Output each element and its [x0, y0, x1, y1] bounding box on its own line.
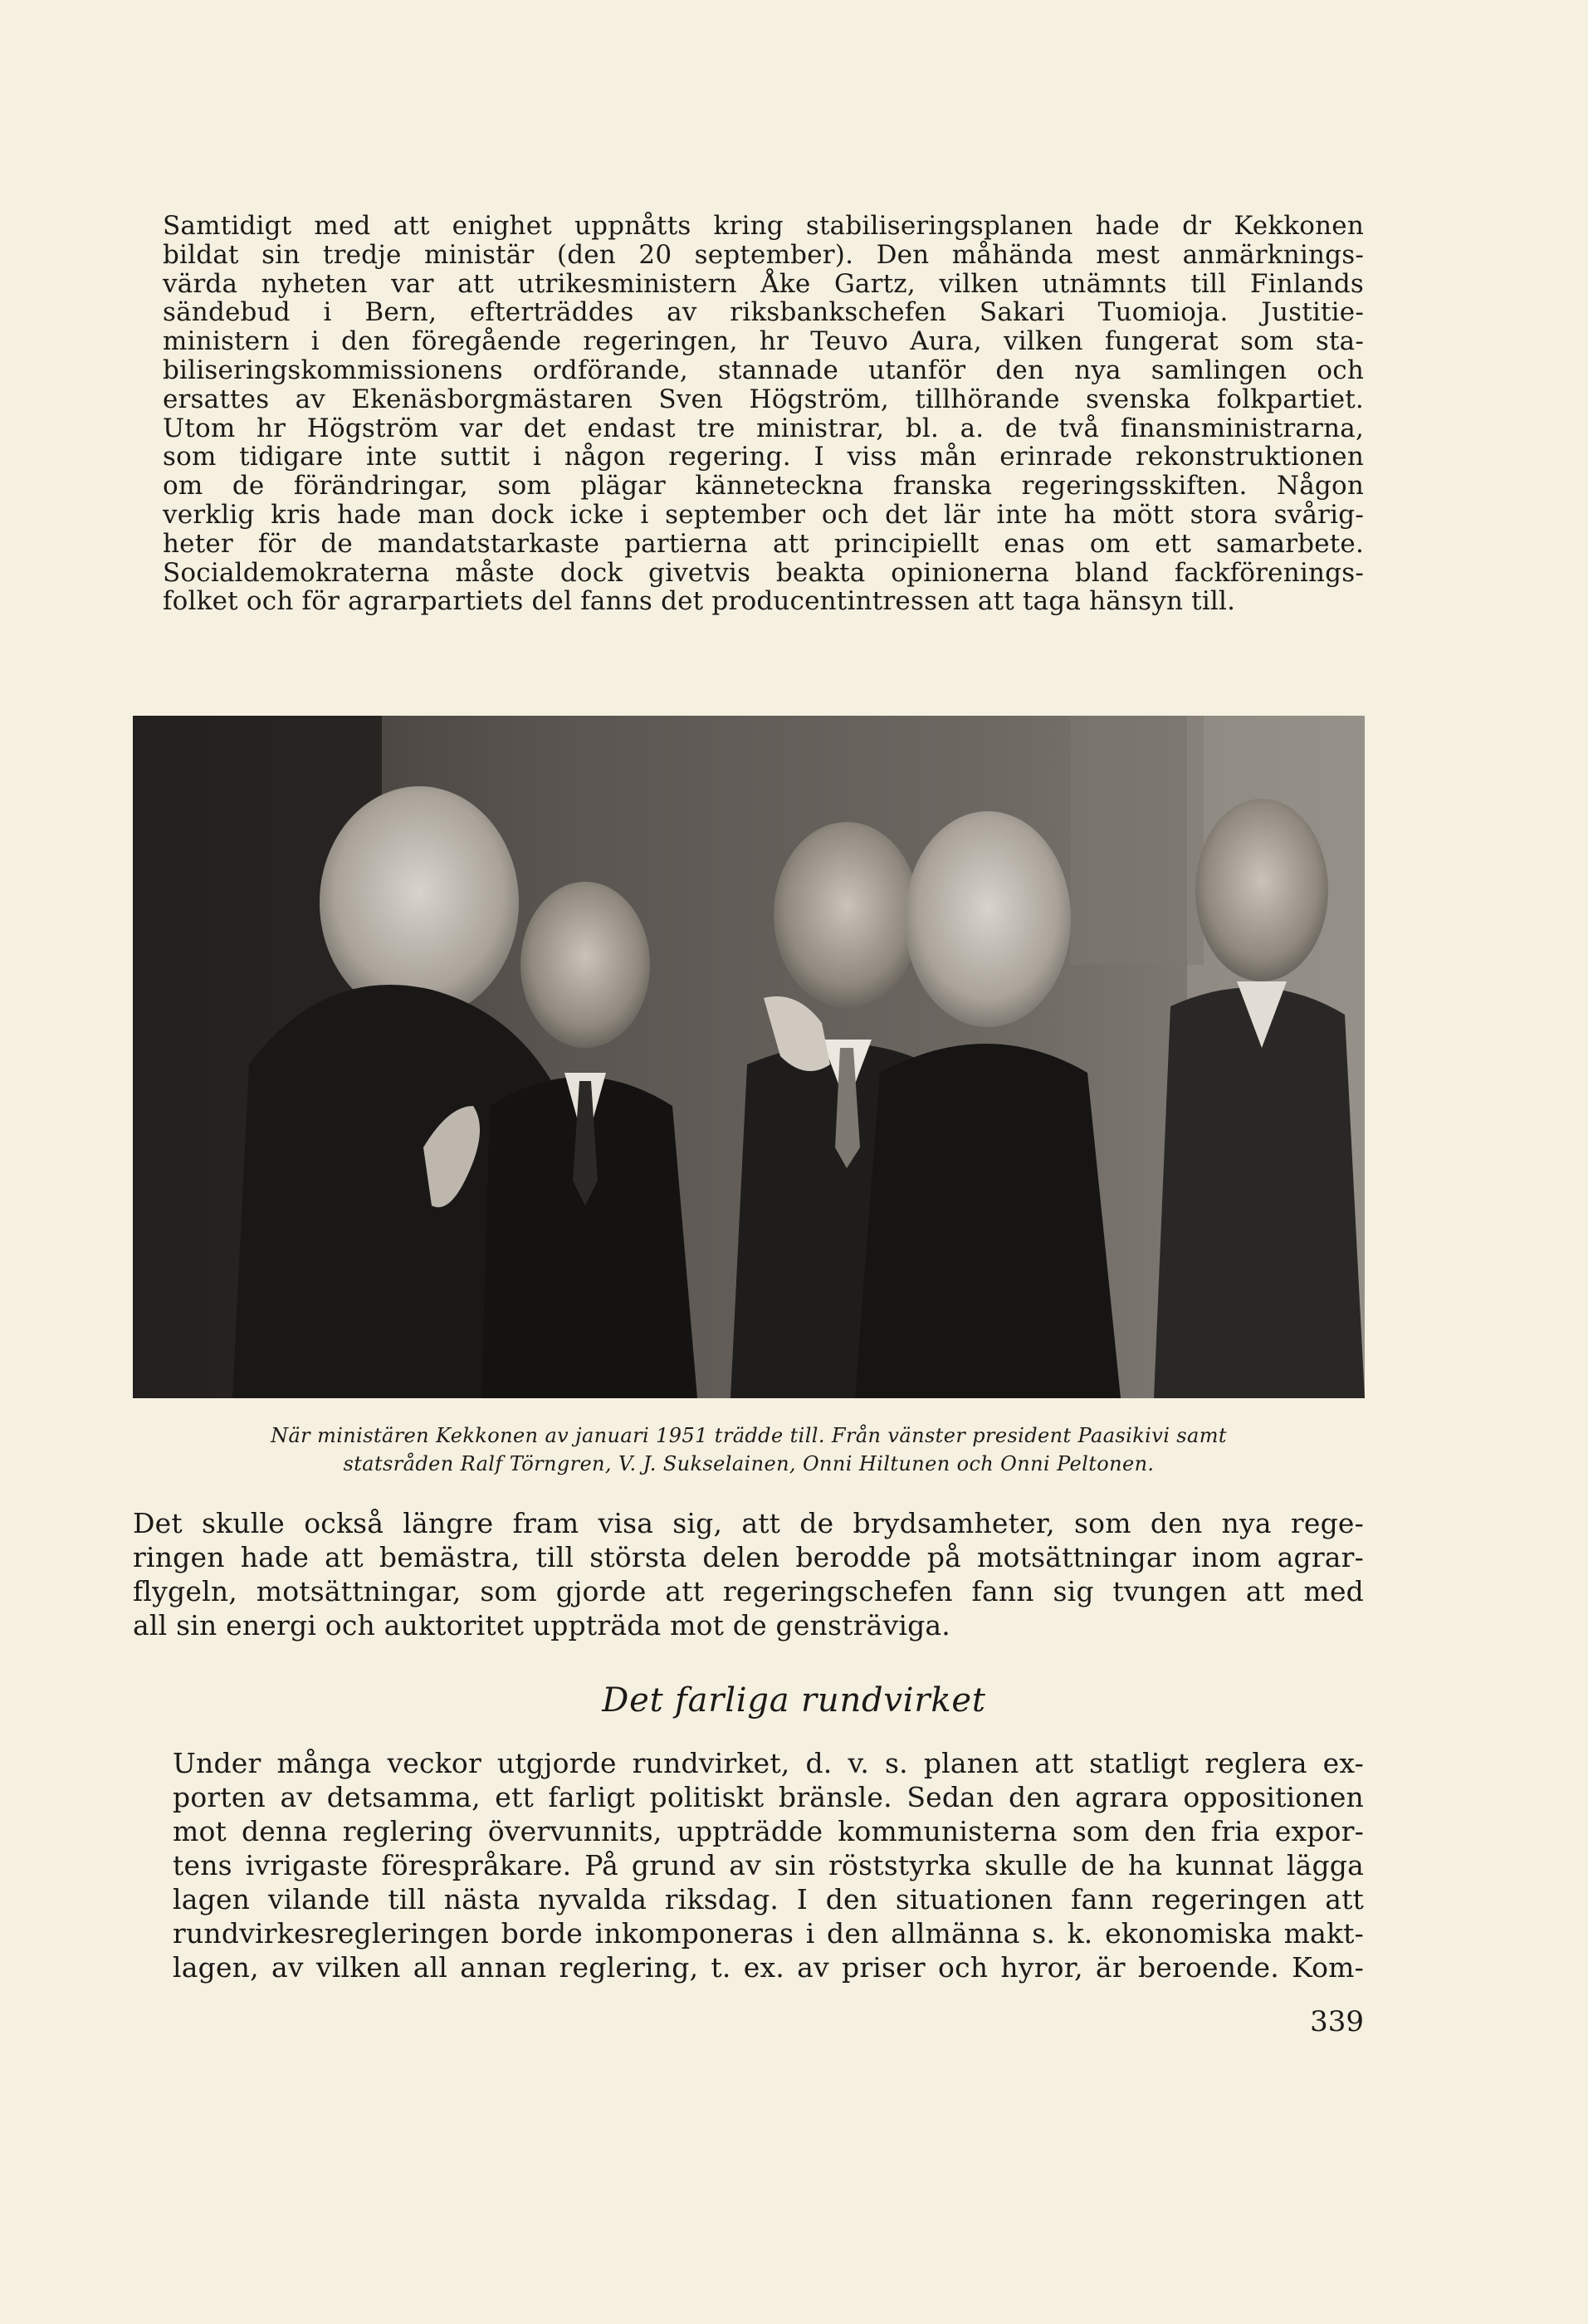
- paragraph-stabilization: [163, 212, 1364, 616]
- text-line: rundvirkesregleringen borde inkomponeras i den allmänna s. k. ekonomiska makt-: [173, 1917, 1364, 1950]
- page-number: 339: [1310, 2005, 1364, 2038]
- text-line: Under många veckor utgjorde rundvirket, d. v. s. planen att statligt reglera ex-: [173, 1747, 1364, 1779]
- text-line: verklig kris hade man dock icke i september och det lär inte ha mött stora svårig-: [163, 499, 1364, 530]
- text-line: värda nyheten var att utrikesministern Åke Gartz, vilken utnämnts till Finlands: [163, 268, 1364, 299]
- text-line: ringen hade att bemästra, till största delen berodde på motsättningar inom agrar-: [133, 1541, 1364, 1573]
- paragraph-agrarian-conflict: [133, 1506, 1364, 1642]
- text-line: folket och för agrarpartiets del fanns det producentintressen att taga hänsyn till.: [163, 586, 1236, 617]
- text-line: flygeln, motsättningar, som gjorde att regeringschefen fann sig tvungen att med: [133, 1575, 1364, 1607]
- photo-caption: [133, 1421, 1365, 1478]
- text-line: ministern i den föregående regeringen, hr Teuvo Aura, vilken fungerat som sta-: [163, 326, 1364, 357]
- photograph-ministers: [133, 716, 1365, 1398]
- text-line: lagen vilande till nästa nyvalda riksdag. I den situationen fann regeringen att: [173, 1883, 1364, 1915]
- text-line: sändebud i Bern, efterträddes av riksbankschefen Sakari Tuomioja. Justitie-: [163, 297, 1364, 328]
- text-line: bildat sin tredje ministär (den 20 september). Den måhända mest anmärknings-: [163, 239, 1364, 270]
- section-heading: Det farliga rundvirket: [602, 1681, 986, 1720]
- caption-line: statsråden Ralf Törngren, V. J. Sukselainen, Onni Hiltunen och Onni Peltonen.: [343, 1452, 1155, 1475]
- text-line: Det skulle också längre fram visa sig, att de brydsamheter, som den nya rege-: [133, 1507, 1364, 1539]
- paragraph-roundwood: [173, 1746, 1364, 1984]
- text-line: Samtidigt med att enighet uppnåtts kring stabiliseringsplanen hade dr Kekkonen: [163, 211, 1364, 241]
- text-line: Socialdemokraterna måste dock givetvis beakta opinionerna bland fackförenings-: [163, 557, 1364, 588]
- text-line: mot denna reglering övervunnits, uppträdde kommunisterna som den fria expor-: [173, 1815, 1364, 1847]
- text-line: Utom hr Högström var det endast tre ministrar, bl. a. de två finansministrarna,: [163, 413, 1364, 443]
- text-line: lagen, av vilken all annan reglering, t. ex. av priser och hyror, är beroende. Kom-: [173, 1951, 1364, 1984]
- text-line: all sin energi och auktoritet uppträda mot de gensträviga.: [133, 1609, 950, 1641]
- text-line: ersattes av Ekenäsborgmästaren Sven Högström, tillhörande svenska folkpartiet.: [163, 384, 1364, 414]
- caption-line: När ministären Kekkonen av januari 1951 trädde till. Från vänster president Paasikivi samt: [271, 1424, 1227, 1447]
- text-line: om de förändringar, som plägar känneteckna franska regeringsskiften. Någon: [163, 471, 1364, 501]
- text-line: heter för de mandatstarkaste partierna att principiellt enas om ett samarbete.: [163, 528, 1364, 559]
- text-line: som tidigare inte suttit i någon regering. I viss mån erinrade rekonstruktionen: [163, 442, 1364, 472]
- text-line: biliseringskommissionens ordförande, stannade utanför den nya samlingen och: [163, 355, 1364, 385]
- photograph-icon: [133, 716, 1365, 1398]
- text-line: porten av detsamma, ett farligt politiskt bränsle. Sedan den agrara oppositionen: [173, 1781, 1364, 1813]
- text-line: tens ivrigaste förespråkare. På grund av sin röststyrka skulle de ha kunnat lägga: [173, 1849, 1364, 1881]
